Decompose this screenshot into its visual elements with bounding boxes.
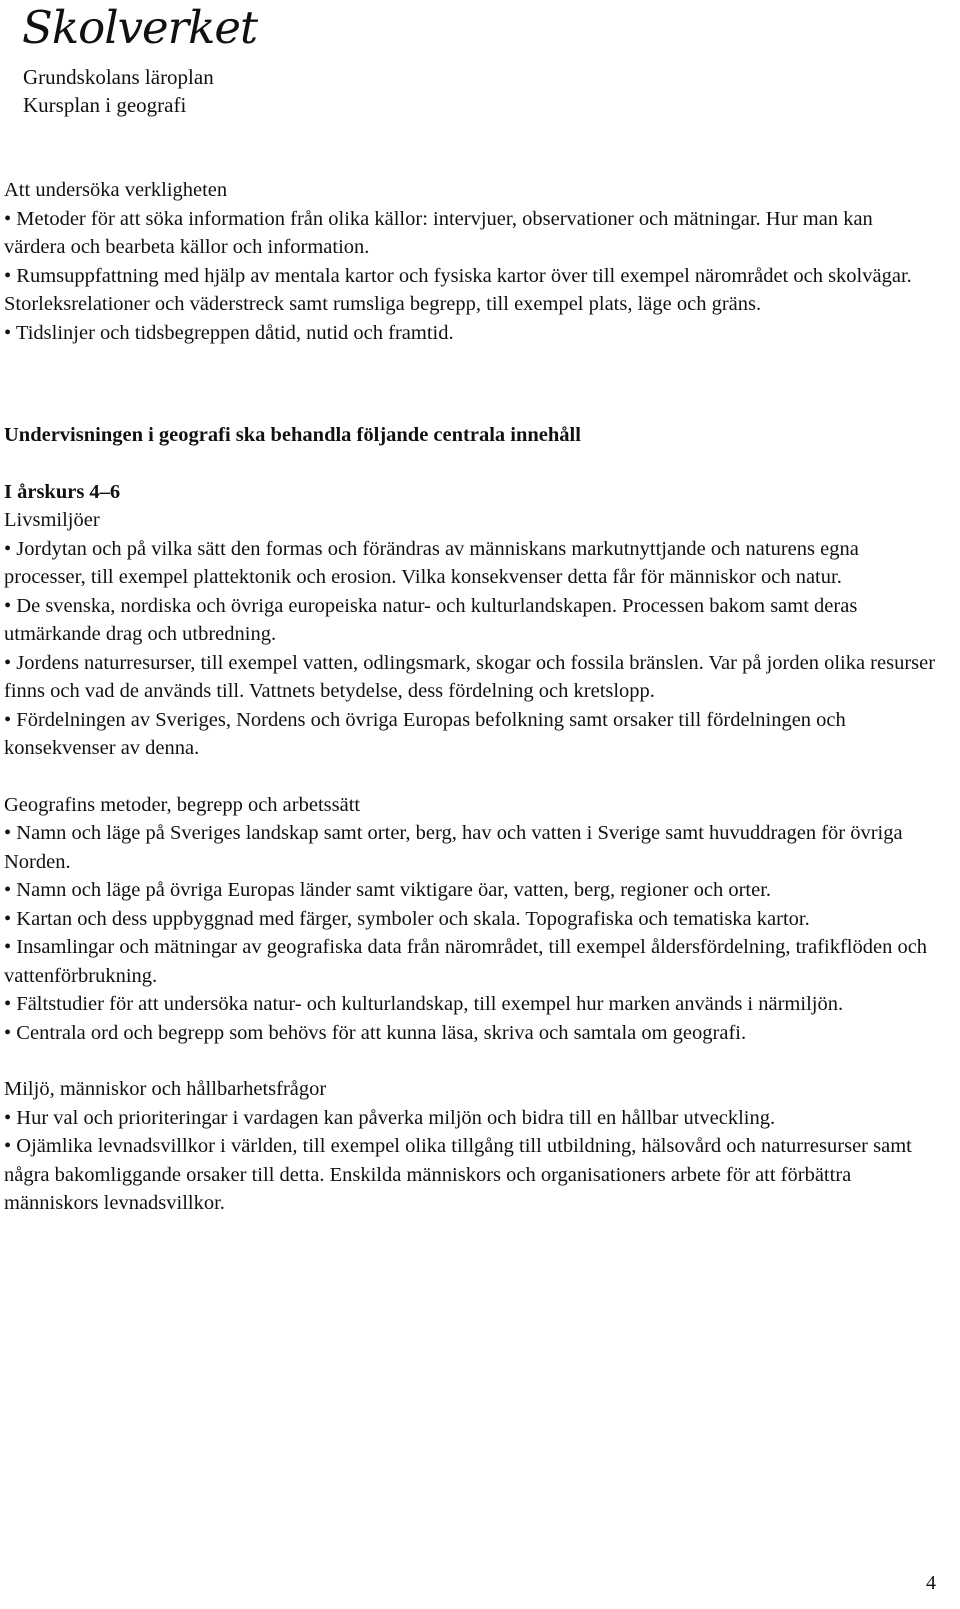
subsection-heading: Livsmiljöer <box>4 509 100 531</box>
bullet-item: • Centrala ord och begrepp som behövs för att kunna läsa, skriva och samtala om geografi. <box>4 1021 747 1044</box>
bullet-item: • Rumsuppfattning med hjälp av mentala kartor och fysiska kartor över till exempel närområdet och skolvägar. Storleksrelationer och väderstreck samt rumsliga begrepp, till exempel plats, läge och gräns. <box>4 264 912 315</box>
bullet-item: • Jordens naturresurser, till exempel vatten, odlingsmark, skogar och fossila bränslen. Var på jorden olika resurser finns och vad de används till. Vattnets betydelse, dess fördelning och kretslopp. <box>4 651 936 702</box>
subsection-environment-sustainability <box>4 1075 939 1218</box>
bullet-item: • De svenska, nordiska och övriga europeiska natur- och kulturlandskapen. Processen bakom samt deras utmärkande drag och utbredning. <box>4 594 858 645</box>
bullet-item: • Namn och läge på övriga Europas länder samt viktigare öar, vatten, berg, regioner och orter. <box>4 879 772 901</box>
central-content-heading: Undervisningen i geografi ska behandla följande centrala innehåll <box>4 424 581 446</box>
subsection-methods-concepts <box>4 791 939 1048</box>
section-investigate-reality <box>4 176 939 347</box>
bullet-item: • Fältstudier för att undersöka natur- och kulturlandskap, till exempel hur marken används i närmiljön. <box>4 993 844 1015</box>
skolverket-logo: Skolverket <box>22 1 258 54</box>
bullet-item: • Namn och läge på Sveriges landskap samt orter, berg, hav och vatten i Sverige samt huvuddragen för övriga Norden. <box>4 822 903 873</box>
document-subtitle-syllabus: Kursplan i geografi <box>23 93 187 117</box>
section-central-content <box>4 421 939 1218</box>
bullet-item: • Tidslinjer och tidsbegreppen dåtid, nutid och framtid. <box>4 321 454 344</box>
bullet-item: • Metoder för att söka information från olika källor: intervjuer, observationer och mätningar. Hur man kan värdera och bearbeta källor och information. <box>4 207 873 258</box>
subsection-heading: Geografins metoder, begrepp och arbetssätt <box>4 793 361 816</box>
bullet-item: • Kartan och dess uppbyggnad med färger, symboler och skala. Topografiska och tematiska kartor. <box>4 907 810 930</box>
bullet-item: • Ojämlika levnadsvillkor i världen, till exempel olika tillgång till utbildning, hälsovård och naturresurser samt några bakomliggande orsaker till detta. Enskilda människors och organisationers arbete för att förbättra människors levnadsvillkor. <box>4 1135 912 1214</box>
subsection-heading: Miljö, människor och hållbarhetsfrågor <box>4 1078 327 1100</box>
page-number: 4 <box>926 1572 936 1594</box>
bullet-item: • Jordytan och på vilka sätt den formas och förändras av människans markutnyttjande och naturens egna processer, till exempel plattektonik och erosion. Vilka konsekvenser detta får för människor och natur. <box>4 537 859 588</box>
bullet-item: • Insamlingar och mätningar av geografiska data från närområdet, till exempel åldersfördelning, trafikflöden och vattenförbrukning. <box>4 936 928 987</box>
bullet-item: • Fördelningen av Sveriges, Nordens och övriga Europas befolkning samt orsaker till fördelningen och konsekvenser av denna. <box>4 708 846 759</box>
section-heading: Att undersöka verkligheten <box>4 179 228 201</box>
subsection-living-environments <box>4 506 939 763</box>
bullet-item: • Hur val och prioriteringar i vardagen kan påverka miljön och bidra till en hållbar utveckling. <box>4 1106 776 1129</box>
document-subtitle-curriculum: Grundskolans läroplan <box>23 65 214 89</box>
grade-heading: I årskurs 4–6 <box>4 480 121 503</box>
